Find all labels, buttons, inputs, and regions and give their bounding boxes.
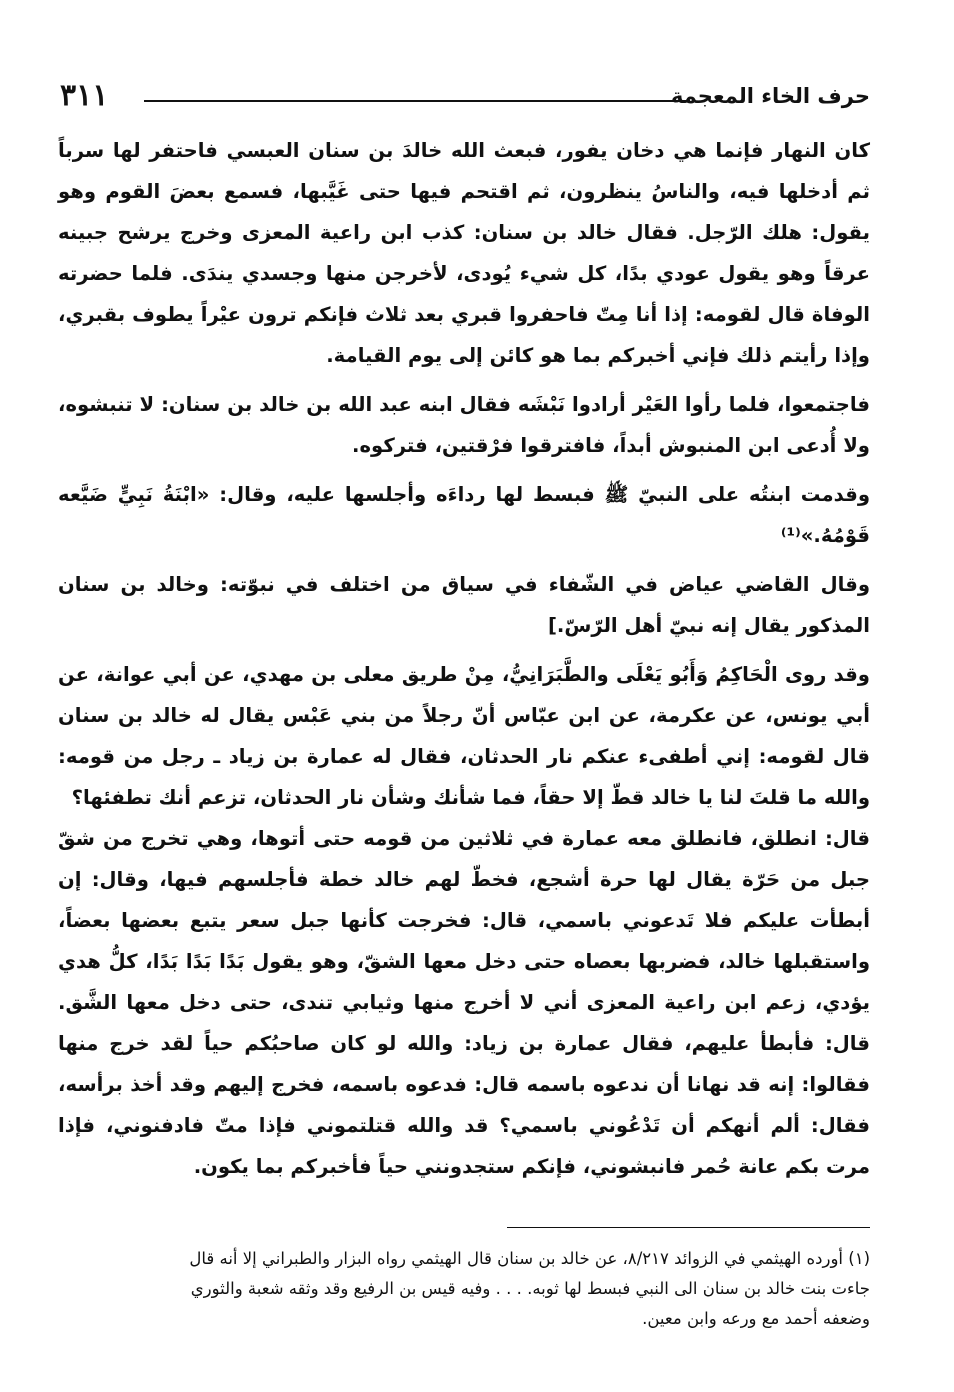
- running-title: حرف الخاء المعجمة: [670, 84, 870, 108]
- page-header: [60, 76, 870, 116]
- page-number: ٣١١: [60, 78, 109, 113]
- paragraph: وقدمت ابنتُه على النبيّ ﷺ فبسط لها رداءَه وأجلسها عليه، وقال: «ابْنَةُ نَبِيٍّ ضَيَّعه قَوْمُهُ.»⁽¹⁾: [58, 483, 870, 547]
- paragraph: فاجتمعوا، فلما رأوا العَيْر أرادوا نَبْشَه فقال ابنه عبد الله بن خالد بن سنان: لا تنبشوه، ولا أُدعى ابن المنبوش أبداً، فافترقوا فرْقتين، فتركوه.: [58, 393, 870, 457]
- header-rule: [144, 100, 690, 102]
- paragraph: قال: انطلق، فانطلق معه عمارة في ثلاثين من قومه حتى أتوها، وهي تخرج من شقّ جبل من حَرّة يقال لها حرة أشجع، فخطّ لهم خالد خطة فأجلسهم فيها، وقال: إن أبطأت عليكم فلا تَدعوني باسمي، قال: فخرجت كأنها جبل سعر يتبع بعضها بعضاً، واستقبلها خالد، فضربها بعصاه حتى دخل معها الشقّ، وهو يقول بَدًا بَدًا بَدًا، كلُّ هدي يؤدي، زعم ابن راعية المعزى أني لا أخرج منها وثيابي تندى، حتى دخل معها الشَّق. قال: فأبطأ عليهم، فقال عمارة بن زياد: والله لو كان صاحبُكم حياً لقد خرج منها فقالوا: إنه قد نهانا أن ندعوه باسمه قال: فدعوه باسمه، فخرج إليهم وقد أخذ برأسه، فقال: ألم أنهكم أن تَدْعُوني باسمي؟ قد والله قتلتموني فإذا متّ فادفنوني، فإذا مرت بكم عانة حُمر فانبشوني، فإنكم ستجدونني حياً فأخبركم بما يكون.: [58, 827, 870, 1178]
- paragraph: كان النهار فإنما هي دخان يفور، فبعث الله خالدَ بن سنان العبسي فاحتفر لها سرباً ثم أدخلها فيه، والناسُ ينظرون، ثم اقتحم فيها حتى غَيَّبها، فسمع بعضَ القوم وهو يقول: هلك الرّجل. فقال خالد بن سنان: كذب ابن راعية المعزى وخرج يرشح جبينه عرقاً وهو يقول عودي بدًا، كل شيء يُودى، لأخرجن منها وجسدي يندَى. فلما حضرته الوفاة قال لقومه: إذا أنا مِتّ فاحفروا قبري بعد ثلاث فإنكم ترون عيْراً يطوف بقبري، وإذا رأيتم ذلك فإني أخبركم بما هو كائن إلى يوم القيامة.: [58, 139, 870, 367]
- footnote-separator: [507, 1227, 870, 1228]
- paragraph: وقال القاضي عياض في الشّفاء في سياق من اختلف في نبوّته: وخالد بن سنان المذكور يقال إنه نبيّ أهل الرّسّ.]: [58, 573, 870, 637]
- footnote: [58, 1244, 870, 1334]
- footnote-line: وضعفه أحمد مع ورعه وابن معين.: [642, 1309, 870, 1328]
- footnote-line: جاءت بنت خالد بن سنان الى النبي فبسط لها ثوبه. . . . وفيه قيس بن الرفيع وقد وثقه شعبة والثوري: [190, 1279, 870, 1298]
- footnote-line: (١) أورده الهيثمي في الزوائد ٨/٢١٧، عن خالد بن سنان قال الهيثمي رواه البزار والطبراني إلا أنه قال: [189, 1249, 870, 1268]
- main-text: [58, 130, 870, 1187]
- paragraph: وقد روى الْحَاكِمُ وَأَبُو يَعْلَى والطَّبَرَانِيُّ، مِنْ طريق معلى بن مهدي، عن أبي عوانة، عن أبي يونس، عن عكرمة، عن ابن عبّاس أنّ رجلاً من بني عَبْس يقال له خالد بن سنان قال لقومه: إني أطفىء عنكم نار الحدثان، فقال له عمارة بن زياد ـ رجل من قومه: والله ما قلتَ لنا يا خالد قطّ إلا حقاً، فما شأنك وشأن نار الحدثان، تزعم أنك تطفئها؟: [58, 663, 870, 809]
